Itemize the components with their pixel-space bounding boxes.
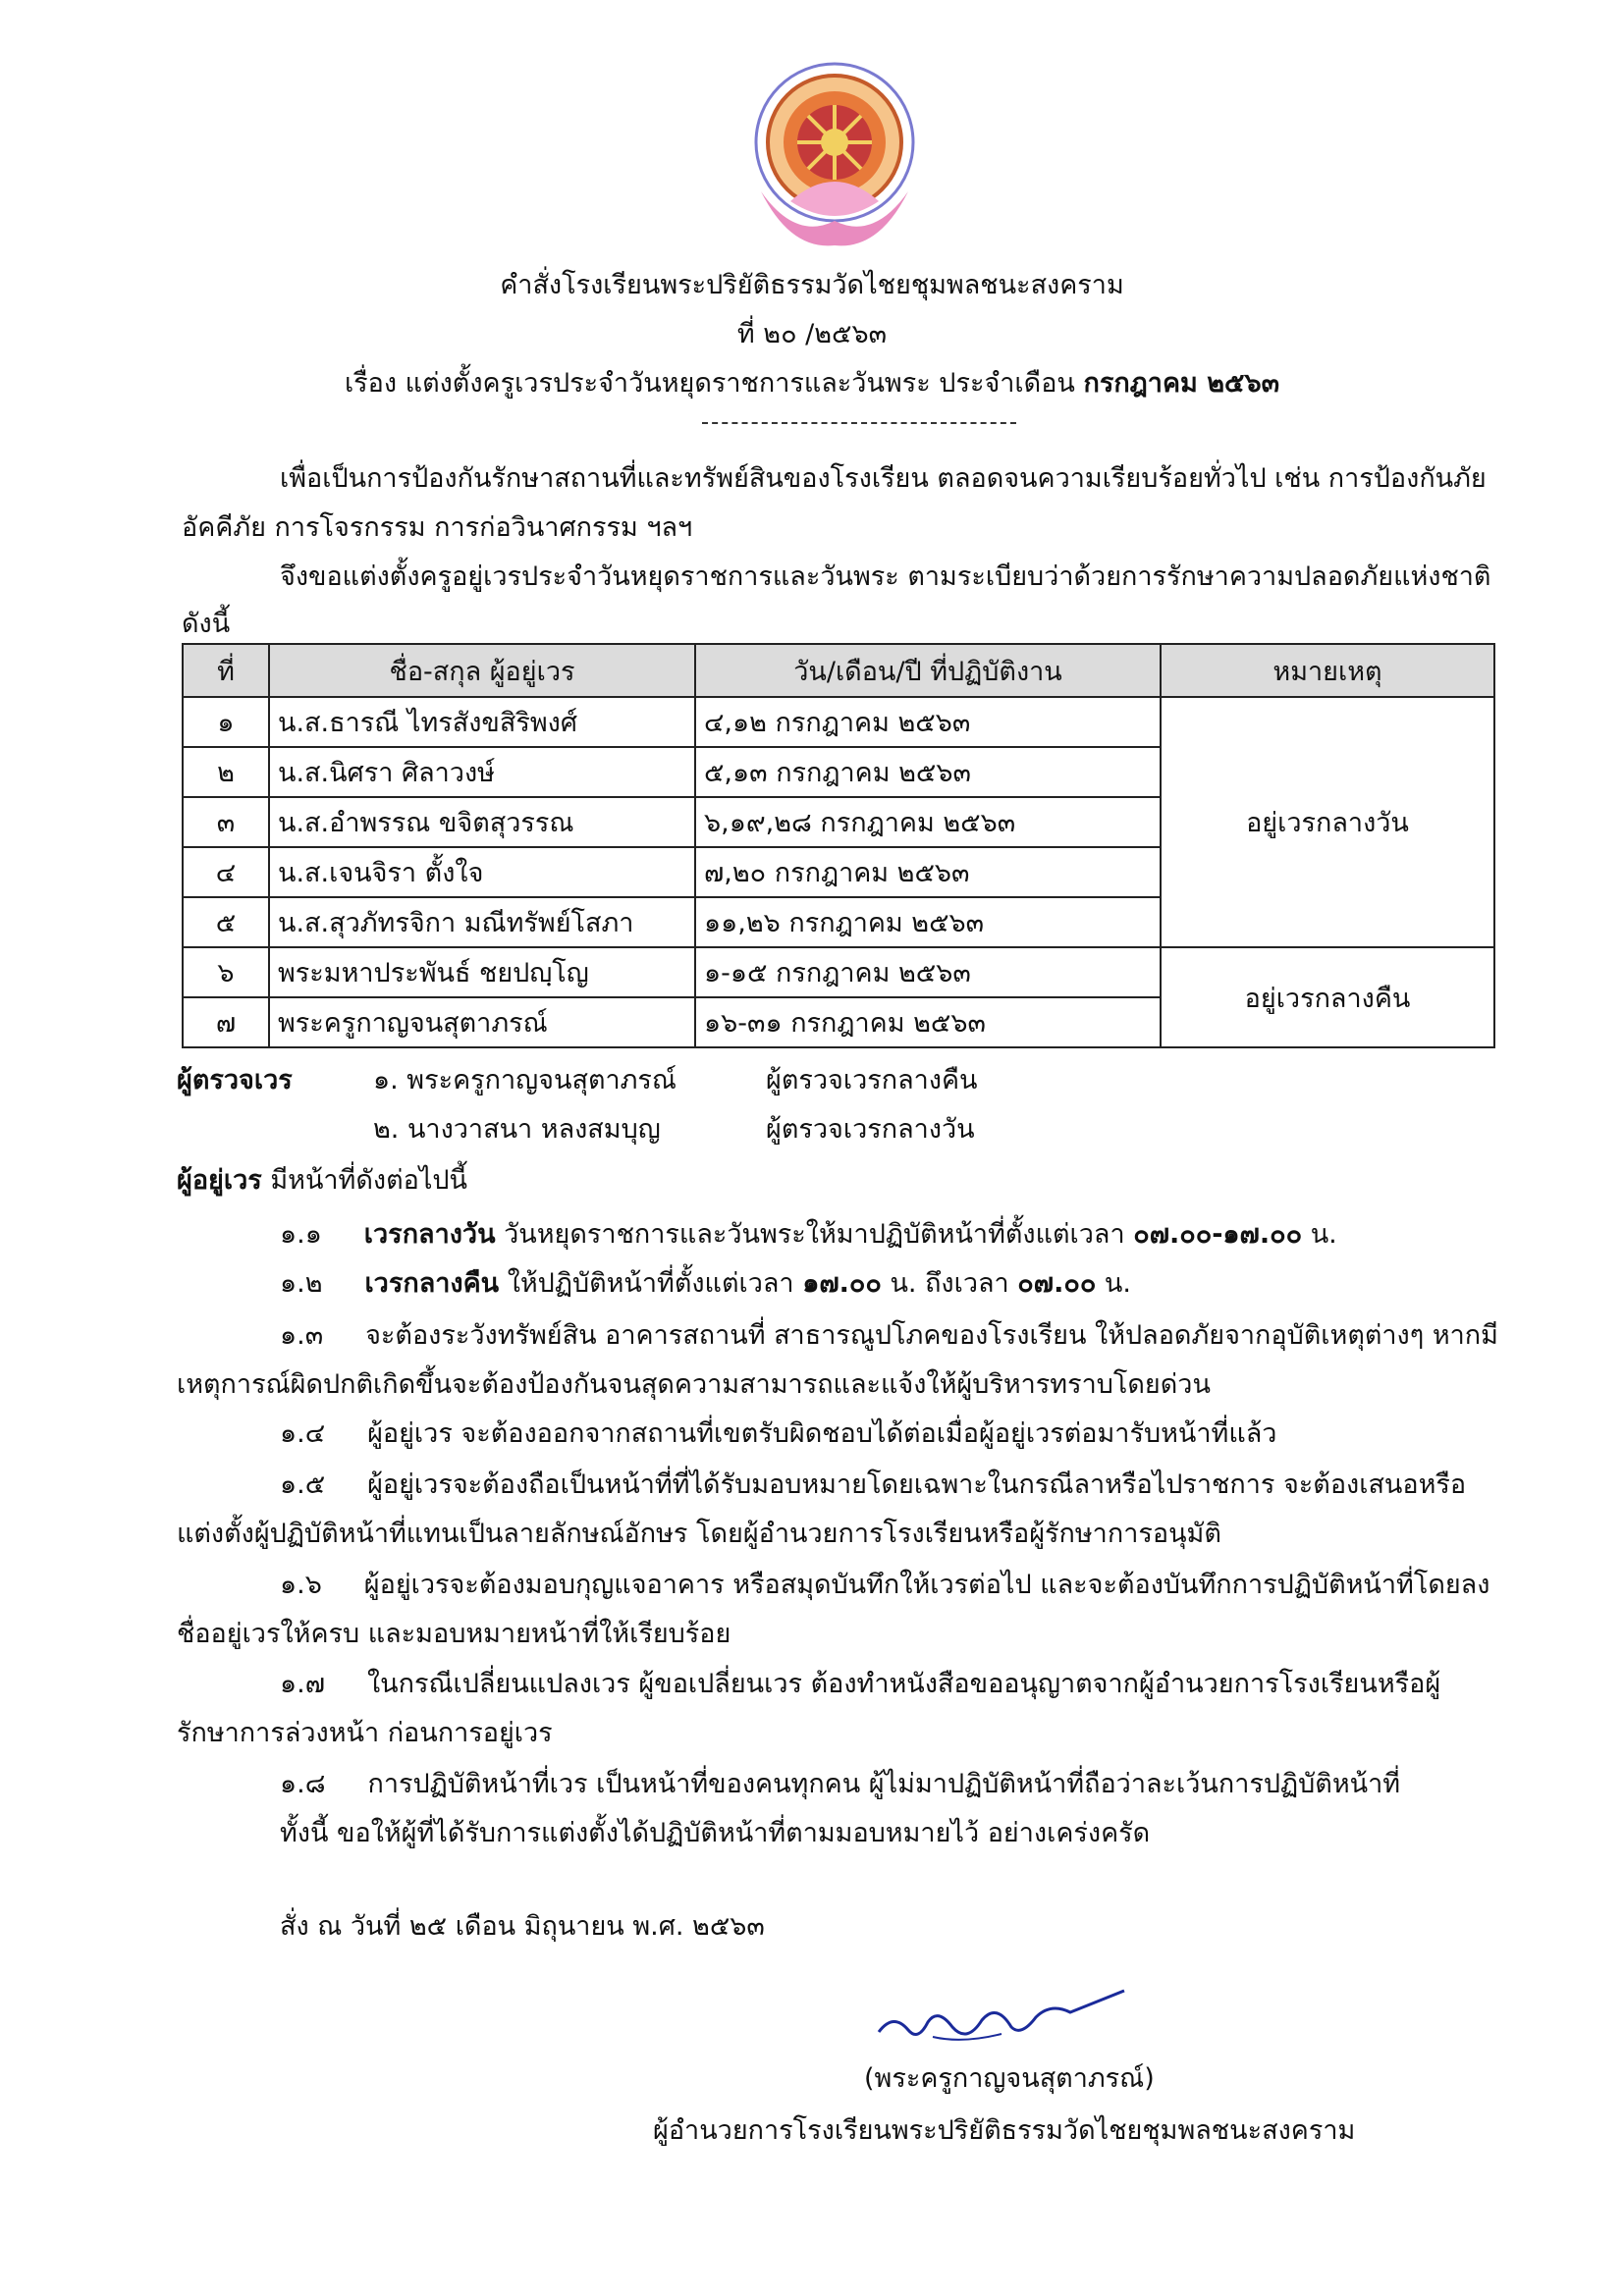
duty-1-4 bbox=[280, 1412, 1276, 1454]
header-date: วัน/เดือน/ปี ที่ปฏิบัติงาน bbox=[695, 644, 1161, 697]
inspector-2-name: ๒. นางวาสนา หลงสมบุญ bbox=[373, 1114, 661, 1145]
separator-line bbox=[702, 422, 1016, 424]
duty-number: ๑.๘ bbox=[280, 1769, 326, 1799]
intro-paragraph-2b: ดังนี้ bbox=[182, 609, 231, 639]
duty-roster-table bbox=[182, 643, 1495, 1048]
duty-1-5 bbox=[280, 1463, 1466, 1505]
row-date: ๕,๑๓ กรกฎาคม ๒๕๖๓ bbox=[695, 747, 1161, 797]
duties-label: ผู้อยู่เวร bbox=[177, 1165, 262, 1196]
row-name: พระครูกาญจนสุตาภรณ์ bbox=[269, 997, 695, 1047]
intro-paragraph-1b: อัคคีภัย การโจรกรรม การก่อวินาศกรรม ฯลฯ bbox=[182, 512, 693, 543]
row-date: ๗,๒๐ กรกฎาคม ๒๕๖๓ bbox=[695, 847, 1161, 897]
duty-unit: น. bbox=[1310, 1219, 1337, 1250]
row-no: ๔ bbox=[183, 847, 269, 897]
duty-time: ๑๗.๐๐ bbox=[802, 1268, 882, 1299]
row-no: ๓ bbox=[183, 797, 269, 847]
duty-1-6 bbox=[280, 1563, 1489, 1605]
duty-time: ๐๗.๐๐ bbox=[1017, 1268, 1097, 1299]
duty-1-6-cont: ชื่ออยู่เวรให้ครบ และมอบหมายหน้าที่ให้เรียบร้อย bbox=[177, 1619, 731, 1649]
row-name: น.ส.ธารณี ไทรสังขสิริพงศ์ bbox=[269, 697, 695, 747]
signatory-position: ผู้อำนวยการโรงเรียนพระปริยัติธรรมวัดไชยชุมพลชนะสงคราม bbox=[653, 2115, 1356, 2146]
row-date: ๑๑,๒๖ กรกฎาคม ๒๕๖๓ bbox=[695, 897, 1161, 947]
row-name: น.ส.อำพรรณ ขจิตสุวรรณ bbox=[269, 797, 695, 847]
duty-text: ให้ปฏิบัติหน้าที่ตั้งแต่เวลา bbox=[507, 1268, 794, 1299]
duty-text: การปฏิบัติหน้าที่เวร เป็นหน้าที่ของคนทุกคน ผู้ไม่มาปฏิบัติหน้าที่ถือว่าละเว้นการปฏิบัติหน้าที่ bbox=[367, 1769, 1401, 1799]
duty-1-3-cont: เหตุการณ์ผิดปกติเกิดขึ้นจะต้องป้องกันจนสุดความสามารถและแจ้งให้ผู้บริหารทราบโดยด่วน bbox=[177, 1369, 1211, 1400]
duty-number: ๑.๕ bbox=[280, 1469, 326, 1500]
duty-number: ๑.๔ bbox=[280, 1418, 326, 1449]
duty-1-2 bbox=[280, 1261, 1131, 1304]
duty-time: ๐๗.๐๐-๑๗.๐๐ bbox=[1133, 1219, 1303, 1250]
subject-month: กรกฎาคม ๒๕๖๓ bbox=[1083, 368, 1280, 399]
duty-term: เวรกลางคืน bbox=[364, 1268, 500, 1299]
header-remark: หมายเหตุ bbox=[1161, 644, 1494, 697]
duty-1-1 bbox=[280, 1212, 1337, 1255]
duty-text: ผู้อยู่เวร จะต้องออกจากสถานที่เขตรับผิดชอบได้ต่อเมื่อผู้อยู่เวรต่อมารับหน้าที่แล้ว bbox=[367, 1418, 1277, 1449]
closing-statement: ทั้งนี้ ขอให้ผู้ที่ได้รับการแต่งตั้งได้ปฏิบัติหน้าที่ตามมอบหมายไว้ อย่างเคร่งครัด bbox=[280, 1818, 1151, 1848]
row-date: ๖,๑๙,๒๘ กรกฎาคม ๒๕๖๓ bbox=[695, 797, 1161, 847]
duty-text: จะต้องระวังทรัพย์สิน อาคารสถานที่ สาธารณูปโภคของโรงเรียน ให้ปลอดภัยจากอุบัติเหตุต่างๆ หากมี bbox=[365, 1320, 1498, 1351]
row-no: ๒ bbox=[183, 747, 269, 797]
duty-text: วันหยุดราชการและวันพระให้มาปฏิบัติหน้าที่ตั้งแต่เวลา bbox=[504, 1219, 1125, 1250]
inspector-1-role: ผู้ตรวจเวรกลางคืน bbox=[766, 1065, 978, 1095]
duty-number: ๑.๗ bbox=[280, 1669, 326, 1699]
row-date: ๑๖-๓๑ กรกฎาคม ๒๕๖๓ bbox=[695, 997, 1161, 1047]
duty-number: ๑.๓ bbox=[280, 1320, 324, 1351]
remark-night: อยู่เวรกลางคืน bbox=[1161, 947, 1494, 1047]
duty-1-8 bbox=[280, 1762, 1400, 1804]
row-date: ๔,๑๒ กรกฎาคม ๒๕๖๓ bbox=[695, 697, 1161, 747]
duty-1-7 bbox=[280, 1662, 1440, 1704]
handwritten-signature bbox=[874, 1983, 1129, 2052]
inspector-1-name: ๑. พระครูกาญจนสุตาภรณ์ bbox=[373, 1065, 677, 1095]
inspectors-label: ผู้ตรวจเวร bbox=[177, 1065, 293, 1095]
duty-number: ๑.๒ bbox=[280, 1268, 323, 1299]
duty-1-7-cont: รักษาการล่วงหน้า ก่อนการอยู่เวร bbox=[177, 1718, 553, 1748]
duty-number: ๑.๑ bbox=[280, 1219, 322, 1250]
table-header-row bbox=[183, 644, 1494, 697]
document-title: คำสั่งโรงเรียนพระปริยัติธรรมวัดไชยชุมพลชนะสงคราม bbox=[500, 270, 1124, 300]
duty-text: ผู้อยู่เวรจะต้องมอบกุญแจอาคาร หรือสมุดบันทึกให้เวรต่อไป และจะต้องบันทึกการปฏิบัติหน้าที่โดยลง bbox=[363, 1570, 1490, 1600]
school-logo bbox=[741, 44, 928, 255]
order-date: สั่ง ณ วันที่ ๒๕ เดือน มิถุนายน พ.ศ. ๒๕๖๓ bbox=[280, 1911, 765, 1942]
row-name: พระมหาประพันธ์ ชยปญฺโญ bbox=[269, 947, 695, 997]
duty-text: ผู้อยู่เวรจะต้องถือเป็นหน้าที่ที่ได้รับมอบหมายโดยเฉพาะในกรณีลาหรือไปราชการ จะต้องเสนอหรือ bbox=[367, 1469, 1467, 1500]
row-date: ๑-๑๕ กรกฎาคม ๒๕๖๓ bbox=[695, 947, 1161, 997]
duties-label-rest: มีหน้าที่ดังต่อไปนี้ bbox=[270, 1165, 467, 1196]
inspector-2-role: ผู้ตรวจเวรกลางวัน bbox=[766, 1114, 975, 1145]
row-name: น.ส.สุวภัทรจิกา มณีทรัพย์โสภา bbox=[269, 897, 695, 947]
remark-day: อยู่เวรกลางวัน bbox=[1161, 697, 1494, 947]
row-no: ๗ bbox=[183, 997, 269, 1047]
row-no: ๑ bbox=[183, 697, 269, 747]
row-name: น.ส.นิศรา ศิลาวงษ์ bbox=[269, 747, 695, 797]
signatory-name: (พระครูกาญจนสุตาภรณ์) bbox=[864, 2063, 1155, 2094]
duties-heading bbox=[177, 1158, 467, 1201]
duty-1-3 bbox=[280, 1313, 1498, 1356]
duty-unit: น. bbox=[1104, 1268, 1131, 1299]
row-no: ๕ bbox=[183, 897, 269, 947]
document-subject bbox=[0, 361, 1624, 403]
duty-text: น. ถึงเวลา bbox=[890, 1268, 1009, 1299]
table-row bbox=[183, 947, 1494, 997]
row-name: น.ส.เจนจิรา ตั้งใจ bbox=[269, 847, 695, 897]
header-no: ที่ bbox=[183, 644, 269, 697]
duty-1-5-cont: แต่งตั้งผู้ปฏิบัติหน้าที่แทนเป็นลายลักษณ์อักษร โดยผู้อำนวยการโรงเรียนหรือผู้รักษาการอนุมัติ bbox=[177, 1519, 1221, 1549]
row-no: ๖ bbox=[183, 947, 269, 997]
subject-prefix: เรื่อง แต่งตั้งครูเวรประจำวันหยุดราชการและวันพระ ประจำเดือน bbox=[344, 368, 1075, 399]
header-name: ชื่อ-สกุล ผู้อยู่เวร bbox=[269, 644, 695, 697]
intro-paragraph-2a: จึงขอแต่งตั้งครูอยู่เวรประจำวันหยุดราชการและวันพระ ตามระเบียบว่าด้วยการรักษาความปลอดภัยแห่งชาติ bbox=[280, 561, 1491, 592]
duty-number: ๑.๖ bbox=[280, 1570, 322, 1600]
duty-text: ในกรณีเปลี่ยนแปลงเวร ผู้ขอเปลี่ยนเวร ต้องทำหนังสือขออนุญาตจากผู้อำนวยการโรงเรียนหรือผู้ bbox=[366, 1669, 1441, 1699]
document-number: ที่ ๒๐ /๒๕๖๓ bbox=[736, 319, 888, 349]
table-row bbox=[183, 697, 1494, 747]
duty-term: เวรกลางวัน bbox=[363, 1219, 496, 1250]
intro-paragraph-1a: เพื่อเป็นการป้องกันรักษาสถานที่และทรัพย์สินของโรงเรียน ตลอดจนความเรียบร้อยทั่วไป เช่น การป้องกันภัย bbox=[280, 463, 1487, 494]
